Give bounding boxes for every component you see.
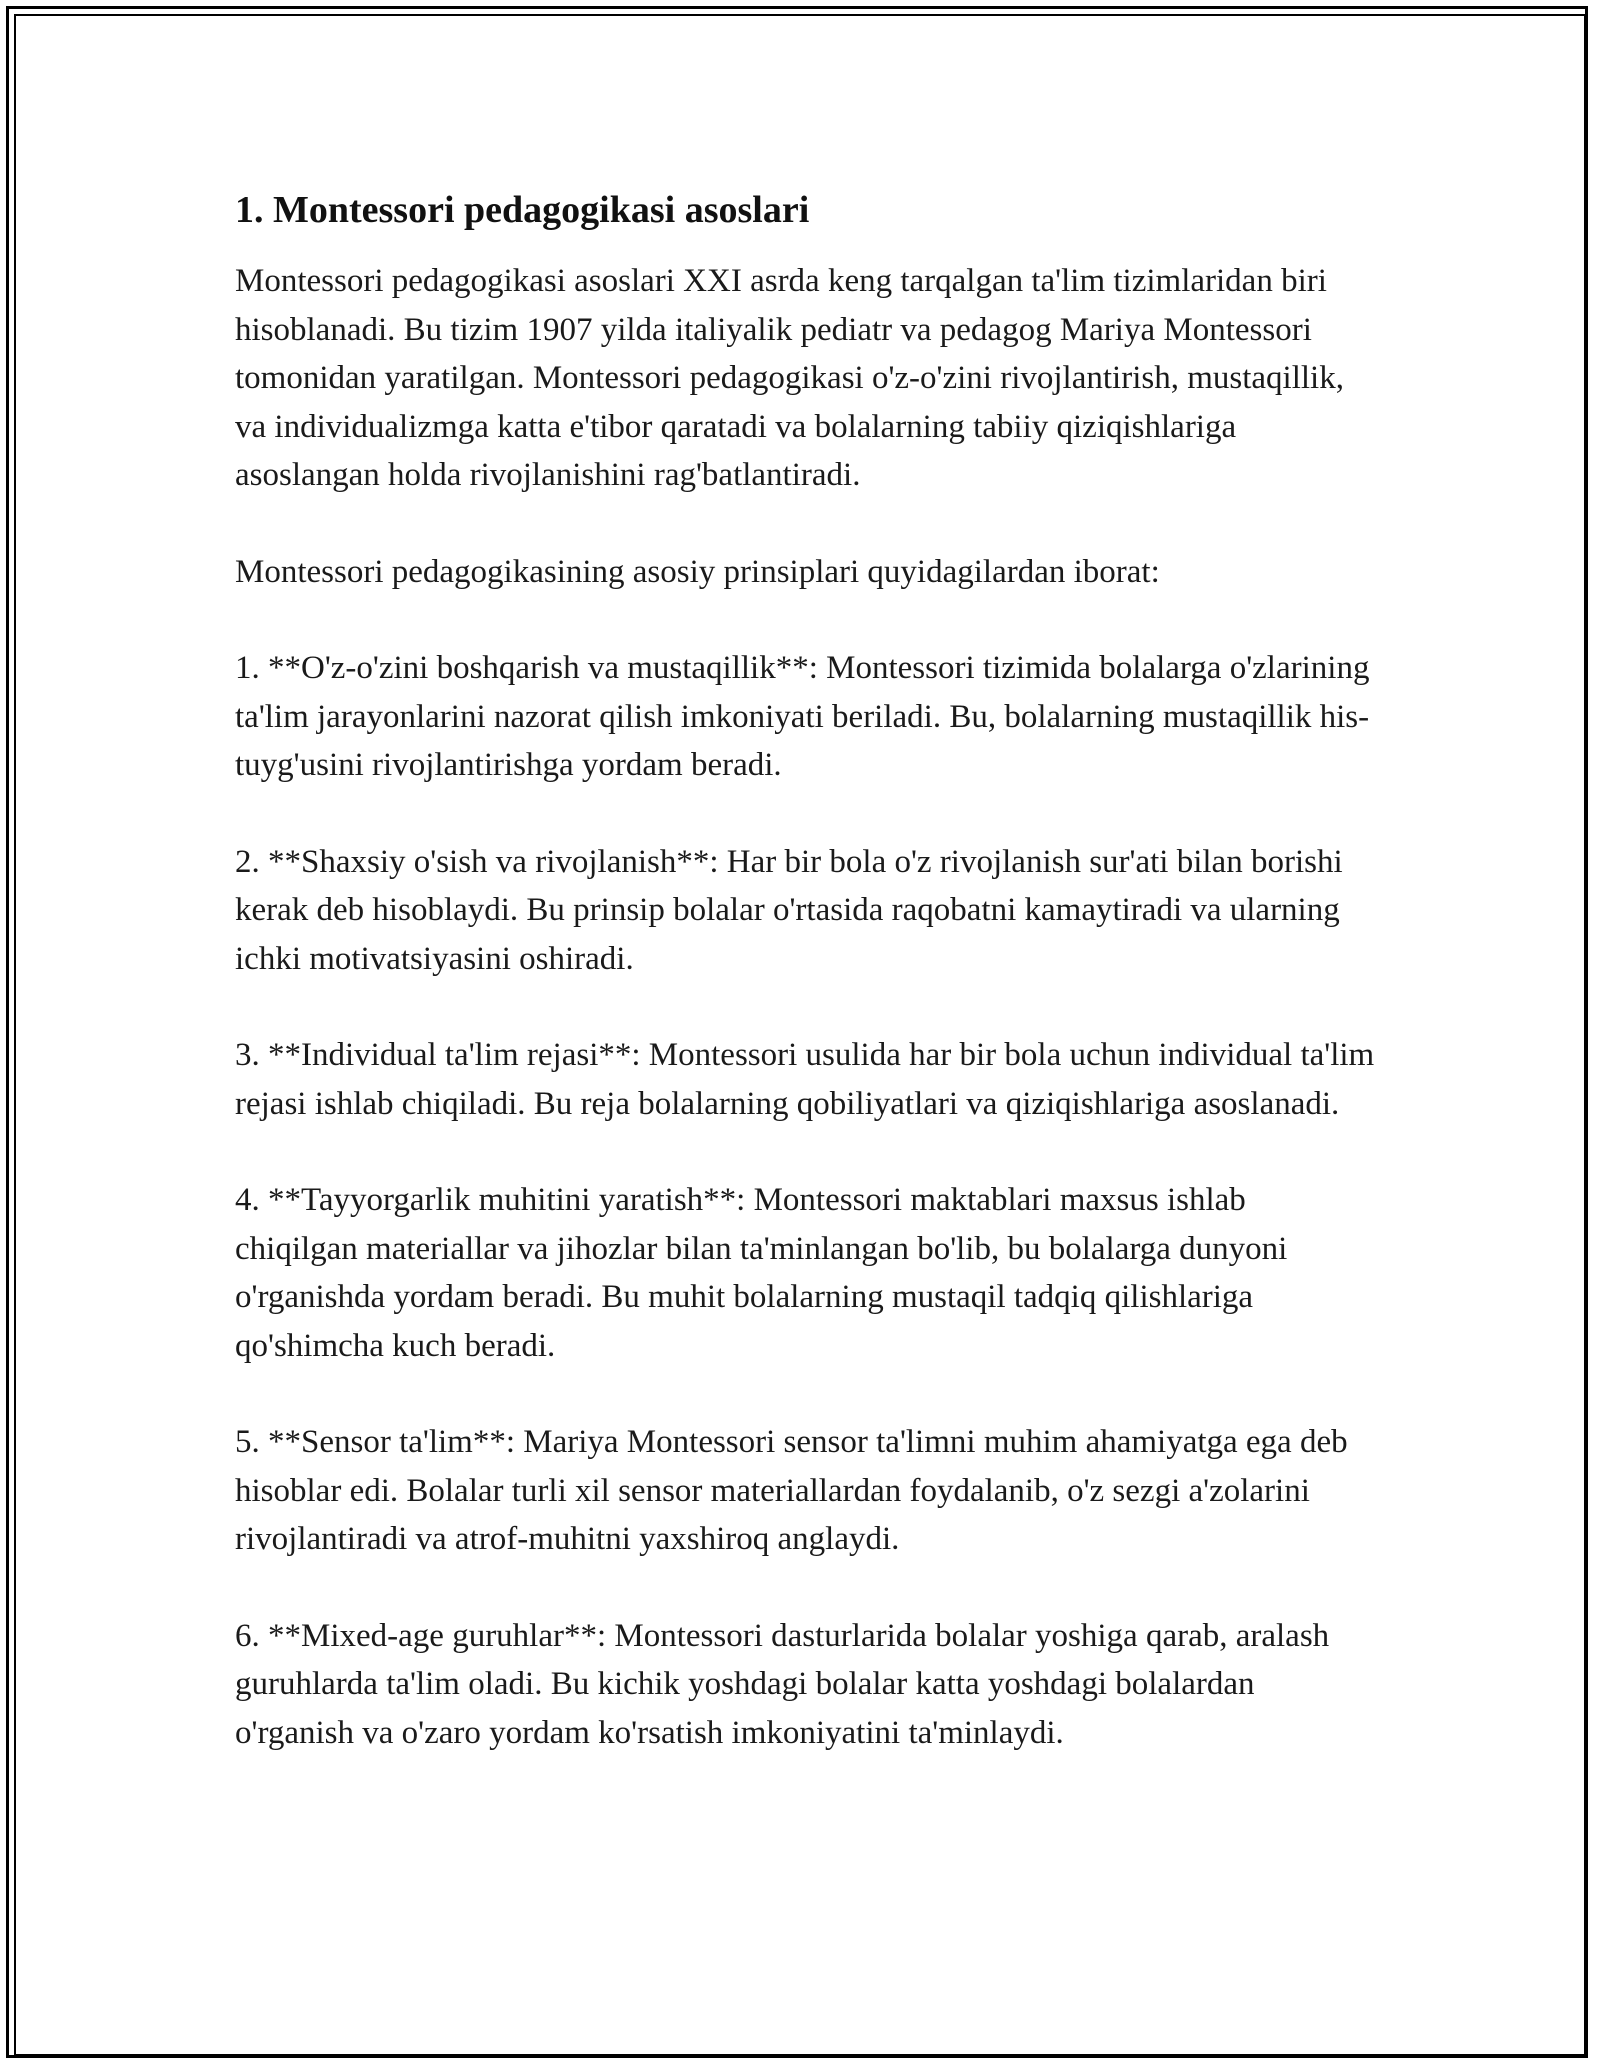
- principle-paragraph: 6. **Mixed-age guruhlar**: Montessori dasturlarida bolalar yoshiga qarab, aralash guruhlarda ta'lim oladi. Bu kichik yoshdagi bolalar katta yoshdagi bolalardan o'rganish va o'zaro yordam ko'rsatish imkoniyatini ta'minlaydi.: [235, 1617, 1330, 1751]
- principle-paragraph: 2. **Shaxsiy o'sish va rivojlanish**: Har bir bola o'z rivojlanish sur'ati bilan borishi kerak deb hisoblaydi. Bu prinsip bolalar o'rtasida raqobatni kamaytiradi va ularning ichki motivatsiyasini oshiradi.: [235, 843, 1343, 977]
- principle-paragraph: 4. **Tayyorgarlik muhitini yaratish**: Montessori maktablari maxsus ishlab chiqilgan materiallar va jihozlar bilan ta'minlangan bo'lib, bu bolalarga dunyoni o'rganishda yordam beradi. Bu muhit bolalarning mustaqil tadqiq qilishlariga qo'shimcha kuch beradi.: [235, 1182, 1288, 1364]
- principle-paragraph: 1. **O'z-o'zini boshqarish va mustaqillik**: Montessori tizimida bolalarga o'zlarining ta'lim jarayonlarini nazorat qilish imkoniyati beriladi. Bu, bolalarning mustaqillik his-tuyg'usini rivojlantirishga yordam beradi.: [235, 650, 1370, 784]
- document-body: [235, 186, 1375, 1805]
- principle-paragraph: 5. **Sensor ta'lim**: Mariya Montessori sensor ta'limni muhim ahamiyatga ega deb hisoblar edi. Bolalar turli xil sensor materiallardan foydalanib, o'z sezgi a'zolarini rivojlantiradi va atrof-muhitni yaxshiroq anglaydi.: [235, 1424, 1348, 1558]
- principles-lead-paragraph: Montessori pedagogikasining asosiy prinsiplari quyidagilardan iborat:: [235, 553, 1160, 590]
- document-title: 1. Montessori pedagogikasi asoslari: [235, 189, 810, 231]
- principle-paragraph: 3. **Individual ta'lim rejasi**: Montessori usulida har bir bola uchun individual ta'lim rejasi ishlab chiqiladi. Bu reja bolalarning qobiliyatlari va qiziqishlariga asoslanadi.: [235, 1037, 1375, 1122]
- intro-paragraph: Montessori pedagogikasi asoslari XXI asrda keng tarqalgan ta'lim tizimlaridan biri hisoblanadi. Bu tizim 1907 yilda italiyalik pediatr va pedagog Mariya Montessori tomonidan yaratilgan. Montessori pedagogikasi o'z-o'zini rivojlantirish, mustaqillik, va individualizmga katta e'tibor qaratadi va bolalarning tabiiy qiziqishlariga asoslangan holda rivojlanishini rag'batlantiradi.: [235, 263, 1344, 494]
